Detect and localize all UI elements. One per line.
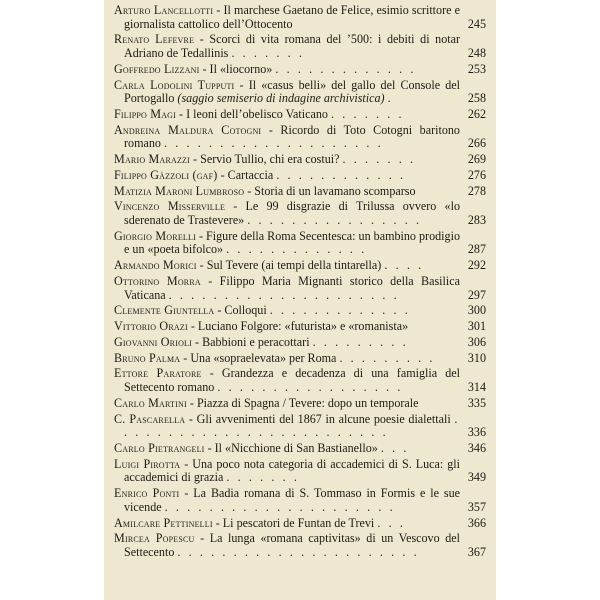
dot-leader: . . . (380, 440, 410, 455)
entry-author: Carla Lodolini Tupputi (114, 77, 235, 92)
dot-leader: . . . . . . . (330, 106, 405, 121)
entry-title: Una poco nota categoria di accademici di S. Luca: gli accademici di grazia (124, 456, 460, 485)
toc-entry: Clemente Giuntella - Colloqui . . . . . . . . . . . . . 300 (114, 303, 486, 318)
toc-entry: Armando Morici - Sul Tevere (ai tempi della tintarella) . . . . 292 (114, 258, 486, 273)
toc-entry: Giorgio Morelli - Figure della Roma Secentesca: un bambino prodigio e un «poeta bifolco» . . . . . . . . . . . . . 287 (114, 228, 486, 257)
entry-page-number: 306 (467, 334, 486, 349)
entry-author: Clemente Giuntella (114, 303, 215, 318)
entry-page-number: 253 (467, 61, 486, 76)
entry-page-number: 292 (467, 258, 486, 273)
toc-entry: Vittorio Orazi - Luciano Folgore: «futurista» e «romanista» 301 (114, 319, 486, 334)
entry-title: Filippo Maria Mignanti storico della Basilica Vaticana (124, 273, 460, 302)
entry-page-number: 301 (467, 319, 486, 334)
entry-author: Ottorino Morra (114, 273, 201, 288)
entry-page-number: 300 (467, 303, 486, 318)
dot-leader: . . . . . . . . . . . . . (269, 303, 411, 318)
entry-title: I leoni dell’obelisco Vaticano (186, 106, 328, 121)
entry-title: Piazza di Spagna / Tevere: dopo un temporale (196, 395, 419, 410)
entry-page-number: 248 (467, 45, 486, 60)
dot-leader: . . . . . . . . . . . . . . . . . . . . (163, 136, 384, 151)
table-of-contents (114, 4, 486, 562)
toc-entry: Luigi Pirotta - Una poco nota categoria di accademici di S. Luca: gli accademici di grazia . . . . . . . 349 (114, 456, 486, 485)
entry-author: Vittorio Orazi (114, 319, 188, 334)
dot-leader: . . . . . . . . . . . . . . . . . (217, 380, 403, 395)
dot-leader: . . . . . . . . . (339, 350, 436, 365)
entry-author: Ettore Paratore (114, 366, 202, 381)
toc-entry: Amilcare Pettinelli - Li pescatori de Funtan de Trevi . . . 366 (114, 515, 486, 530)
entry-page-number: 245 (467, 16, 486, 31)
entry-author: Andreina Maldura Cotogni (114, 122, 262, 137)
entry-page-number: 276 (467, 167, 486, 182)
entry-title: Li pescatori de Funtan de Trevi (222, 515, 375, 530)
entry-title: Ricordo di Toto Cotogni baritono romano (124, 122, 460, 151)
toc-entry: Ottorino Morra - Filippo Maria Mignanti storico della Basilica Vaticana . . . . . . . . . . . . . . . . . . . . . 297 (114, 273, 486, 302)
toc-entry: Goffredo Lizzani - Il «liocorno» . . . . . . . . . . . . . 253 (114, 61, 486, 76)
entry-author: Bruno Palma (114, 350, 181, 365)
entry-page-number: 262 (467, 106, 486, 121)
entry-page-number: 297 (467, 287, 486, 302)
entry-author: Giorgio Morelli (114, 228, 196, 243)
entry-title: Figure della Roma Secentesca: un bambino prodigio e un «poeta bifolco» (124, 228, 460, 257)
entry-page-number: 314 (467, 380, 486, 395)
entry-author: Goffredo Lizzani (114, 61, 200, 76)
entry-title: Scorci di vita romana del ’500: i debiti di notar Adriano de Tedallinis (124, 32, 461, 60)
toc-entry: Ettore Paratore - Grandezza e decadenza di una famiglia del Settecento romano . . . . . . . . . . . . . . . . . 314 (114, 366, 486, 395)
entry-page-number: 266 (467, 136, 486, 151)
toc-entry: Carla Lodolini Tupputi - Il «casus belli» del gallo del Console del Portogallo (saggio semiserio di indagine archivistica) . 258 (114, 77, 486, 106)
dot-leader: . . . (377, 515, 406, 530)
dot-leader: . . . . (384, 258, 424, 273)
entry-subtitle: (saggio semiserio di indagine archivistica) (177, 91, 385, 106)
entry-author: Mircea Popescu (114, 531, 195, 546)
entry-page-number: 335 (467, 395, 486, 410)
entry-title: Servio Tullio, chi era costui? (200, 152, 340, 167)
toc-entry: Mario Marazzi - Servio Tullio, chi era costui? . . . . . . . 269 (114, 152, 486, 167)
entry-author: Filippo Magi (114, 106, 177, 121)
entry-title: Il «Nicchione di San Bastianello» (214, 440, 378, 455)
entry-title: La Badia romana di S. Tommaso in Formis e le sue vicende (124, 486, 460, 514)
toc-entry: C. Pascarella - Gli avvenimenti del 1867 in alcune poesie dialettali . . . . . . . . . . . . . . . . . . . . . . . . . 336 (114, 411, 486, 440)
entry-title: Il «liocorno» (209, 61, 273, 76)
dot-leader: . . . . . . . . . . . . . . . . . . . . . . . . . (124, 411, 461, 440)
entry-title: Grandezza e decadenza di una famiglia del Settecento romano (124, 366, 460, 395)
toc-entry: Bruno Palma - Una «sopraelevata» per Roma . . . . . . . . . 310 (114, 350, 486, 365)
entry-page-number: 346 (467, 440, 486, 455)
dot-leader: . . . . . . . . . . . . . . . . . . . . . (168, 287, 400, 302)
entry-author: Mario Marazzi (114, 152, 191, 167)
toc-entry: Renato Lefevre - Scorci di vita romana del ’500: i debiti di notar Adriano de Tedallinis . . . . . . . 248 (114, 32, 486, 60)
entry-title: Le 99 disgrazie di Trilussa ovvero «lo sderenato de Trastevere» (124, 199, 460, 227)
entry-page-number: 366 (467, 515, 486, 530)
entry-title: Babbioni e peracottari (202, 334, 310, 349)
entry-title: Gli avvenimenti del 1867 in alcune poesie dialettali (196, 411, 451, 426)
entry-author: Arturo Lancellotti (114, 3, 214, 17)
entry-author: Renato Lefevre (114, 32, 195, 47)
dot-leader: . . . . . . . . . . . . . . . . . . . . . . (177, 544, 420, 559)
entry-page-number: 283 (467, 213, 486, 227)
book-page (104, 0, 496, 600)
dot-leader: . . . . . . . . . . . . (276, 167, 406, 182)
entry-page-number: 357 (467, 499, 486, 514)
entry-title: Luciano Folgore: «futurista» e «romanista» (197, 319, 409, 334)
toc-entry: Enrico Ponti - La Badia romana di S. Tommaso in Formis e le sue vicende . . . . . . . . . . . . . . . . . . . . . 357 (114, 486, 486, 514)
dot-leader: . . . . . . . (231, 45, 305, 60)
toc-entry: Vincenzo Misserville - Le 99 disgrazie di Trilussa ovvero «lo sderenato de Trastevere» . . . . . . . . . . . . . . . . 283 (114, 199, 486, 227)
entry-page-number: 287 (467, 242, 486, 257)
entry-author: Vincenzo Misserville (114, 199, 226, 214)
entry-author: Enrico Ponti (114, 486, 180, 501)
entry-page-number: 310 (467, 350, 486, 365)
dot-leader: . . . . . . . . . . . . . . . . (247, 213, 422, 227)
dot-leader: . . . . . . . (342, 152, 416, 167)
entry-title: Storia di un lavamano scomparso (254, 183, 416, 198)
entry-author: Amilcare Pettinelli (114, 515, 213, 530)
dot-leader: . . . . . . . (226, 470, 300, 485)
dot-leader: . (387, 91, 394, 106)
toc-entry: Andreina Maldura Cotogni - Ricordo di Toto Cotogni baritono romano . . . . . . . . . . . . . . . . . . . . 266 (114, 122, 486, 151)
entry-title: Il marchese Gaetano de Felice, esimio scrittore e giornalista cattolico dell’Ottocento (124, 3, 460, 31)
entry-author: C. Pascarella (114, 411, 186, 426)
dot-leader: . . . . . . . . . . . . . . . . . . . . . (164, 499, 396, 514)
entry-title: La lunga «romana captivitas» di un Vescovo del Settecento (124, 531, 460, 559)
dot-leader: . . . . . . . . . . . . . (275, 61, 416, 76)
toc-entry: Carlo Pietrangeli - Il «Nicchione di San Bastianello» . . . 346 (114, 440, 486, 455)
toc-entry: Filippo Magi - I leoni dell’obelisco Vaticano . . . . . . . 262 (114, 106, 486, 121)
entry-author: Carlo Pietrangeli (114, 440, 205, 455)
entry-page-number: 258 (467, 91, 486, 106)
entry-page-number: 269 (467, 152, 486, 167)
entry-page-number: 278 (467, 183, 486, 198)
toc-entry: Carlo Martini - Piazza di Spagna / Tevere: dopo un temporale 335 (114, 395, 486, 410)
entry-page-number: 367 (467, 544, 486, 559)
entry-author: Giovanni Orioli (114, 334, 193, 349)
entry-title: Il «casus belli» del gallo del Console del Portogallo (124, 77, 460, 106)
toc-entry: Matizia Maroni Lumbroso - Storia di un lavamano scomparso 278 (114, 183, 486, 198)
entry-title: Colloqui (224, 303, 267, 318)
entry-page-number: 349 (467, 470, 486, 485)
dot-leader: . . . . . . . . . . . . . (226, 242, 367, 257)
toc-entry: Arturo Lancellotti - Il marchese Gaetano de Felice, esimio scrittore e giornalista cattolico dell’Ottocento 245 (114, 3, 486, 31)
toc-entry: Mircea Popescu - La lunga «romana captivitas» di un Vescovo del Settecento . . . . . . . . . . . . . . . . . . . . . . 367 (114, 531, 486, 559)
entry-title: Una «sopraelevata» per Roma (190, 350, 337, 365)
entry-author: Carlo Martini (114, 395, 187, 410)
entry-author: Luigi Pirotta (114, 456, 181, 471)
entry-page-number: 336 (467, 425, 486, 440)
entry-author: Matizia Maroni Lumbroso (114, 183, 245, 198)
entry-author: Filippo Gàzzoli (gaf) (114, 167, 218, 182)
entry-title: Sul Tevere (ai tempi della tintarella) (206, 258, 382, 273)
dot-leader: . . . . . . . . . (312, 334, 409, 349)
toc-entry: Filippo Gàzzoli (gaf) - Cartaccia . . . . . . . . . . . . 276 (114, 167, 486, 182)
entry-title: Cartaccia (227, 167, 274, 182)
entry-author: Armando Morici (114, 258, 197, 273)
toc-entry: Giovanni Orioli - Babbioni e peracottari . . . . . . . . . 306 (114, 334, 486, 349)
